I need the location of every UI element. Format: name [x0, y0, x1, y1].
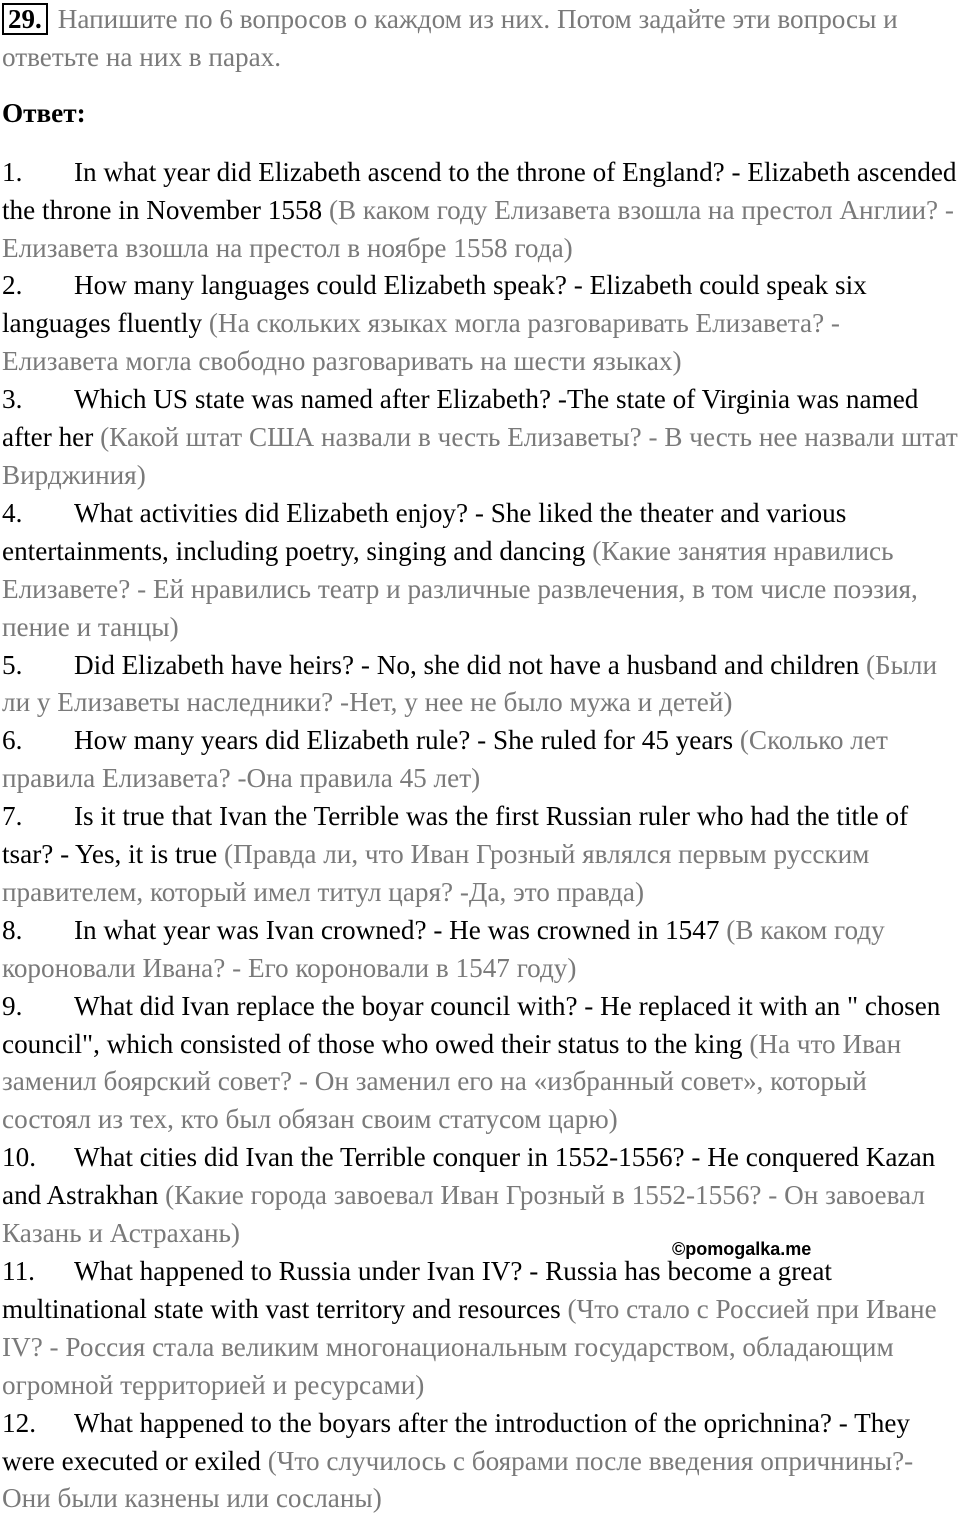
- list-item: [2, 988, 958, 1140]
- item-english: What happened to the boyars after the introduction of the oprichnina? - They were executed or exiled: [2, 1407, 910, 1476]
- list-item: [2, 722, 958, 798]
- item-english: In what year did Elizabeth ascend to the throne of England? - Elizabeth ascended the throne in November 1558: [2, 156, 957, 225]
- task-header: [2, 0, 958, 77]
- item-english: How many languages could Elizabeth speak? - Elizabeth could speak six languages fluently: [2, 270, 867, 339]
- item-russian: (Правда ли, что Иван Грозный являлся первым русским правителем, который имел титул царя? -Да, это правда): [2, 839, 870, 907]
- list-item: [2, 1405, 958, 1518]
- list-item: [2, 154, 958, 268]
- item-number: 10.: [2, 1142, 36, 1173]
- item-number: 8.: [2, 914, 23, 945]
- item-number: 2.: [2, 270, 23, 301]
- item-english: What cities did Ivan the Terrible conquer in 1552-1556? - He conquered Kazan and Astrakhan: [2, 1142, 936, 1211]
- item-russian: (Что случилось с боярами после введения опричнины?- Они были казнены или сосланы): [2, 1445, 914, 1514]
- item-english: What activities did Elizabeth enjoy? - She liked the theater and various entertainments, including poetry, singing and dancing: [2, 497, 847, 566]
- list-item: [2, 798, 958, 912]
- item-russian: (Что стало с Россией при Иване IV? - Россия стала великим многонациональным государством, обладающим огромной территорией и ресурсами): [2, 1293, 937, 1400]
- item-english: What happened to Russia under Ivan IV? - Russia has become a great multinational state with vast territory and resources: [2, 1256, 832, 1324]
- answer-label: Ответ:: [2, 97, 86, 128]
- item-english: Did Elizabeth have heirs? - No, she did not have a husband and children: [74, 649, 860, 680]
- item-number: 5.: [2, 649, 23, 680]
- list-item: [2, 267, 958, 381]
- item-english: In what year was Ivan crowned? - He was crowned in 1547: [74, 914, 720, 945]
- item-number: 7.: [2, 801, 23, 832]
- item-russian: (Какие города завоевал Иван Грозный в 1552-1556? - Он завоевал Казань и Астрахань): [2, 1180, 925, 1249]
- item-russian: (В каком году короновали Ивана? - Его короновали в 1547 году): [2, 914, 885, 983]
- item-english: What did Ivan replace the boyar council with? - He replaced it with an " chosen council", which consisted of those who owed their status to the king: [2, 990, 941, 1059]
- item-russian: (В каком году Елизавета взошла на престол Англии? - Елизавета взошла на престол в ноябре 1558 года): [2, 194, 954, 263]
- item-english: Is it true that Ivan the Terrible was the first Russian ruler who had the title of tsar? - Yes, it is true: [2, 801, 909, 870]
- item-number: 12.: [2, 1407, 36, 1438]
- item-number: 3.: [2, 384, 23, 415]
- item-russian: (Были ли у Елизаветы наследники? -Нет, у нее не было мужа и детей): [2, 649, 938, 718]
- item-russian: (Какой штат США назвали в честь Елизаветы? - В честь нее назвали штат Вирджиния): [2, 422, 958, 490]
- item-number: 6.: [2, 725, 23, 756]
- item-russian: (Какие занятия нравились Елизавете? - Ей нравились театр и различные развлечения, в том числе поэзия, пение и танцы): [2, 535, 918, 642]
- item-russian: (На скольких языках могла разговаривать Елизавета? - Елизавета могла свободно разговаривать на шести языках): [2, 308, 840, 377]
- task-number: 29.: [2, 3, 48, 35]
- list-item: [2, 1139, 958, 1253]
- list-item: [2, 495, 958, 647]
- list-item: [2, 381, 958, 495]
- answer-list: [2, 154, 958, 1518]
- watermark: ©pomogalka.me: [672, 1239, 812, 1259]
- item-english: How many years did Elizabeth rule? - She ruled for 45 years: [74, 725, 734, 756]
- task-instruction: Напишите по 6 вопросов о каждом из них. Потом задайте эти вопросы и ответьте на них в парах.: [2, 4, 898, 72]
- item-number: 4.: [2, 497, 23, 528]
- item-number: 9.: [2, 990, 23, 1021]
- item-number: 1.: [2, 156, 23, 187]
- item-number: 11.: [2, 1256, 35, 1286]
- item-russian: (На что Иван заменил боярский совет? - Он заменил его на «избранный совет», который состоял из тех, кто был обязан своим статусом царю): [2, 1028, 902, 1135]
- list-item: [2, 647, 958, 723]
- list-item: [2, 1253, 958, 1405]
- list-item: [2, 912, 958, 988]
- item-english: Which US state was named after Elizabeth? -The state of Virginia was named after her: [2, 384, 919, 453]
- document-page: [2, 0, 958, 1518]
- item-russian: (Сколько лет правила Елизавета? -Она правила 45 лет): [2, 725, 888, 794]
